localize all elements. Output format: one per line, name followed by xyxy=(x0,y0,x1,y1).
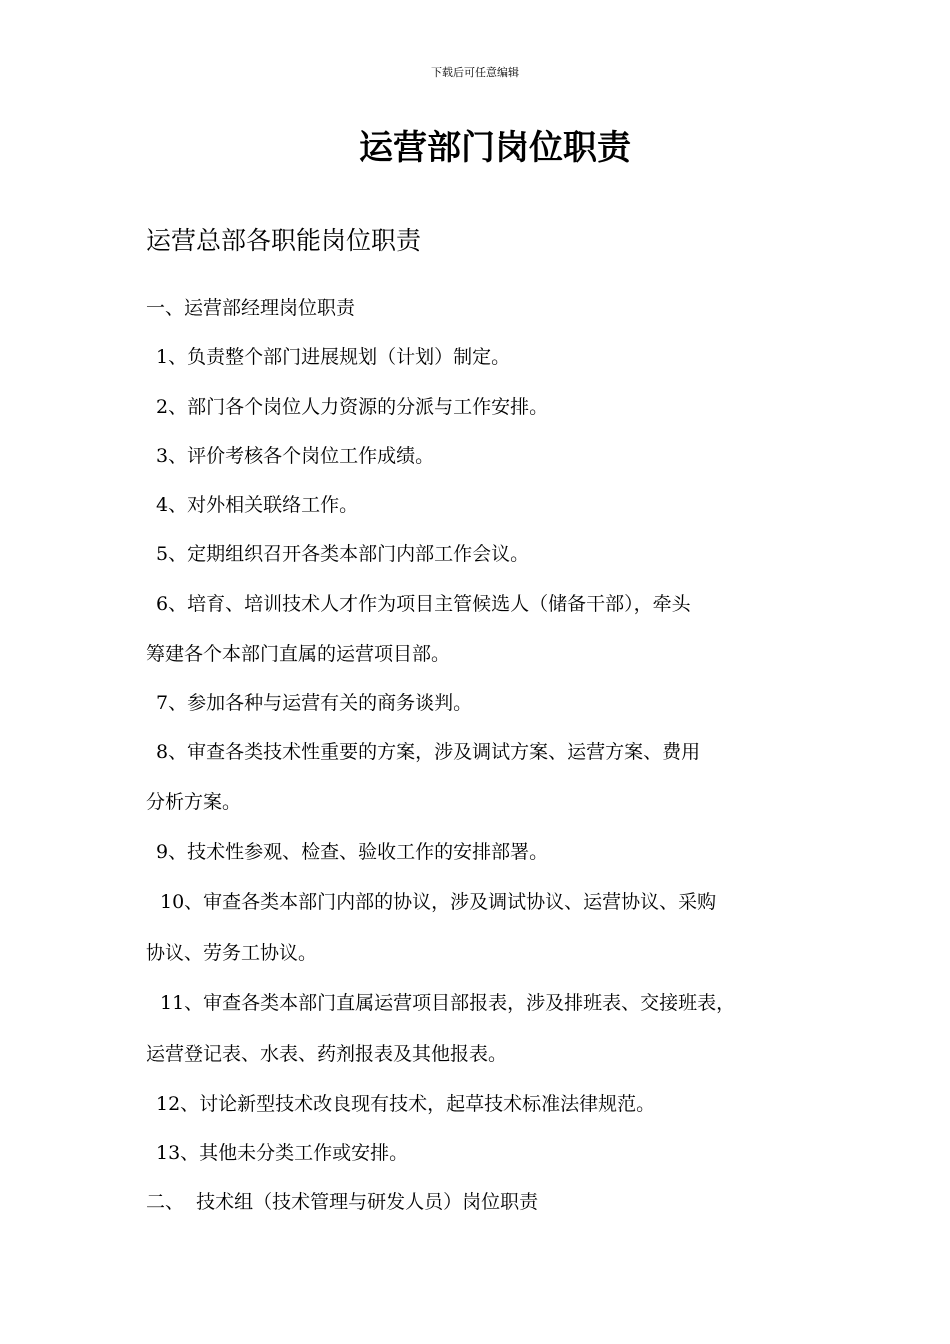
duty-item-10: 10、审查各类本部门内部的协议，涉及调试协议、运营协议、采购 xyxy=(160,891,717,913)
header-note: 下载后可任意编辑 xyxy=(431,66,519,79)
duty-item-6-continued: 筹建各个本部门直属的运营项目部。 xyxy=(146,643,451,665)
duty-item-2: 2、部门各个岗位人力资源的分派与工作安排。 xyxy=(156,396,549,418)
duty-item-4: 4、对外相关联络工作。 xyxy=(156,494,359,516)
duty-item-5: 5、定期组织召开各类本部门内部工作会议。 xyxy=(156,543,530,565)
duty-item-8: 8、审查各类技术性重要的方案，涉及调试方案、运营方案、费用 xyxy=(156,741,701,763)
document-title: 运营部门岗位职责 xyxy=(359,128,631,168)
duty-item-7: 7、参加各种与运营有关的商务谈判。 xyxy=(156,692,473,714)
duty-item-13: 13、其他未分类工作或安排。 xyxy=(156,1142,409,1164)
part-one-heading: 一、运营部经理岗位职责 xyxy=(146,297,356,319)
duty-item-8-continued: 分析方案。 xyxy=(146,791,242,813)
duty-item-12: 12、讨论新型技术改良现有技术，起草技术标准法律规范。 xyxy=(156,1093,656,1115)
section-title: 运营总部各职能岗位职责 xyxy=(146,226,422,255)
duty-item-6: 6、培育、培训技术人才作为项目主管候选人（储备干部），牵头 xyxy=(156,593,691,615)
duty-item-11: 11、审查各类本部门直属运营项目部报表，涉及排班表、交接班表， xyxy=(160,992,736,1014)
part-two-heading: 二、 技术组（技术管理与研发人员）岗位职责 xyxy=(146,1191,539,1213)
duty-item-1: 1、负责整个部门进展规划（计划）制定。 xyxy=(156,346,511,368)
duty-item-3: 3、评价考核各个岗位工作成绩。 xyxy=(156,445,435,467)
duty-item-11-continued: 运营登记表、水表、药剂报表及其他报表。 xyxy=(146,1043,508,1065)
duty-item-9: 9、技术性参观、检查、验收工作的安排部署。 xyxy=(156,841,549,863)
duty-item-10-continued: 协议、劳务工协议。 xyxy=(146,942,318,964)
